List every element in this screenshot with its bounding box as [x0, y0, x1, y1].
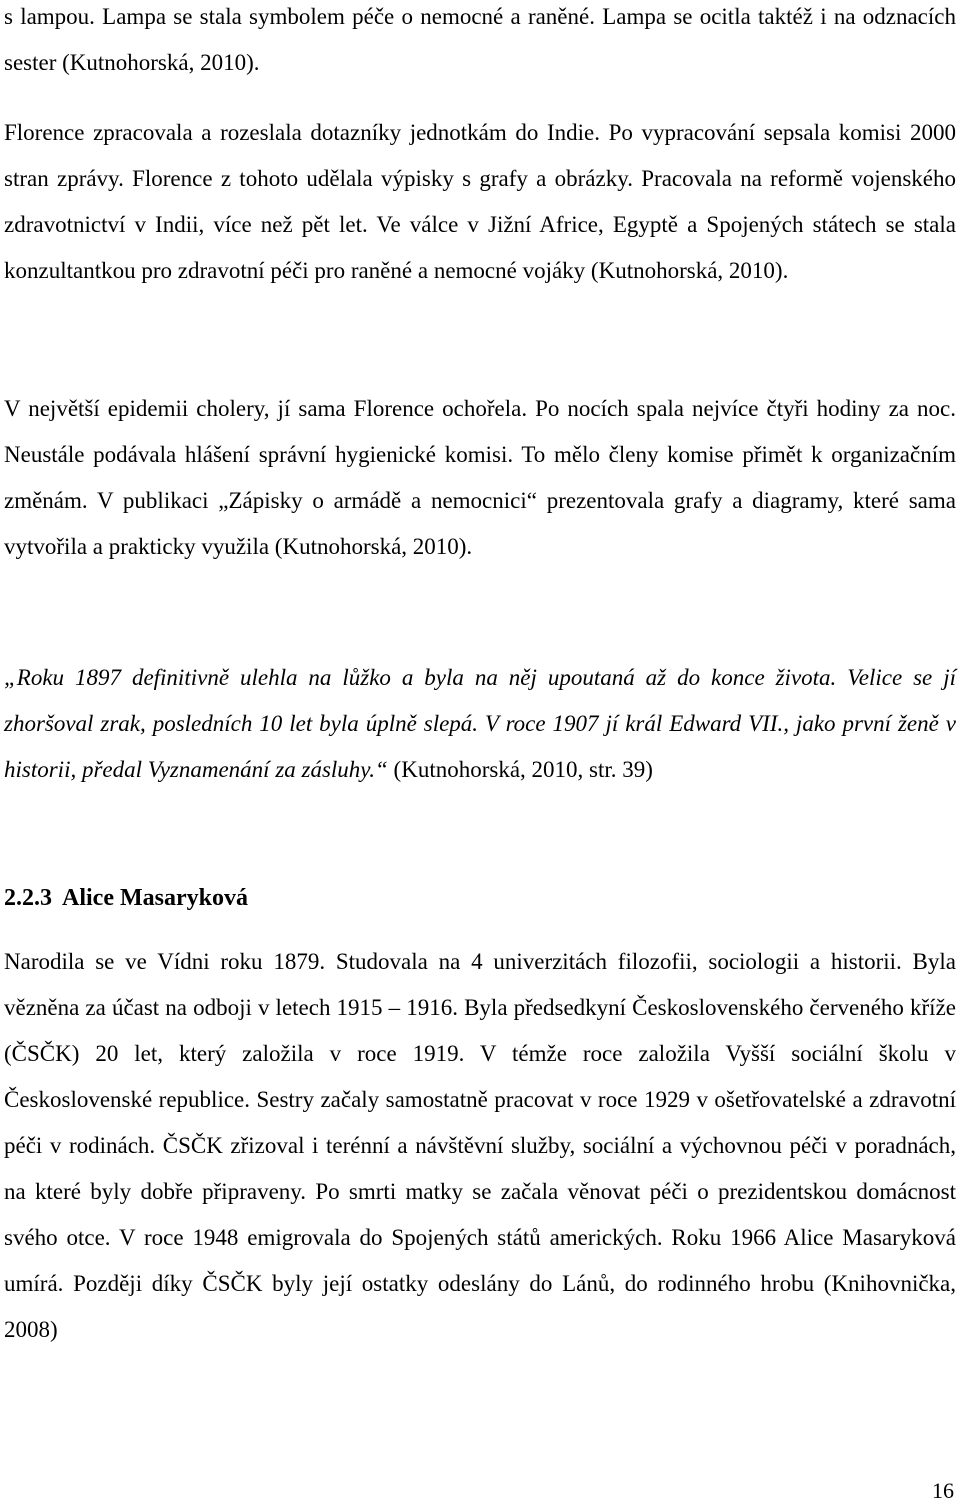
section-heading: [4, 878, 248, 918]
paragraph-alice-masarykova: Narodila se ve Vídni roku 1879. Studovala na 4 univerzitách filozofii, sociologii a historii. Byla vězněna za účast na odboji v letech 1915 – 1916. Byla předsedkyní Československého červeného kříže (ČSČK) 20 let, který založila v roce 1919. V témže roce založila Vyšší sociální školu v Československé republice. Sestry začaly samostatně pracovat v roce 1929 v ošetřovatelské a zdravotní péči v rodinách. ČSČK zřizoval i terénní a návštěvní služby, sociální a výchovnou péči v poradnách, na které byly dobře připraveny. Po smrti matky se začala věnovat péči o prezidentskou domácnost svého otce. V roce 1948 emigrovala do Spojených států amerických. Roku 1966 Alice Masaryková umírá. Později díky ČSČK byly její ostatky odeslány do Lánů, do rodinného hrobu (Knihovnička, 2008): [4, 949, 956, 1342]
paragraph-india-reports: Florence zpracovala a rozeslala dotazníky jednotkám do Indie. Po vypracování sepsala komisi 2000 stran zprávy. Florence z tohoto udělala výpisky s grafy a obrázky. Pracovala na reformě vojenského zdravotnictví v Indii, více než pět let. Ve válce v Jižní Africe, Egyptě a Spojených státech se stala konzultantkou pro zdravotní péči pro raněné a nemocné vojáky (Kutnohorská, 2010).: [4, 120, 956, 283]
quote-citation: (Kutnohorská, 2010, str. 39): [387, 757, 653, 782]
paragraph-quote: [4, 655, 956, 793]
section-title: Alice Masaryková: [62, 885, 248, 911]
quote-text: „Roku 1897 definitivně ulehla na lůžko a byla na něj upoutaná až do konce života. Velice se jí zhoršoval zrak, posledních 10 let byla úplně slepá. V roce 1907 jí král Edward VII., jako první ženě v historii, předal Vyznamenání za zásluhy.“: [4, 665, 956, 782]
paragraph-lamp-symbol: s lampou. Lampa se stala symbolem péče o nemocné a raněné. Lampa se ocitla taktéž i na odznacích sester (Kutnohorská, 2010).: [4, 4, 956, 75]
document-page: [4, 0, 956, 1507]
page-number: 16: [932, 1478, 954, 1503]
section-number: 2.2.3: [4, 885, 52, 911]
paragraph-cholera-epidemic: V největší epidemii cholery, jí sama Florence ochořela. Po nocích spala nejvíce čtyři hodiny za noc. Neustále podávala hlášení správní hygienické komisi. To mělo členy komise přimět k organizačním změnám. V publikaci „Zápisky o armádě a nemocnici“ prezentovala grafy a diagramy, které sama vytvořila a prakticky využila (Kutnohorská, 2010).: [4, 396, 956, 559]
